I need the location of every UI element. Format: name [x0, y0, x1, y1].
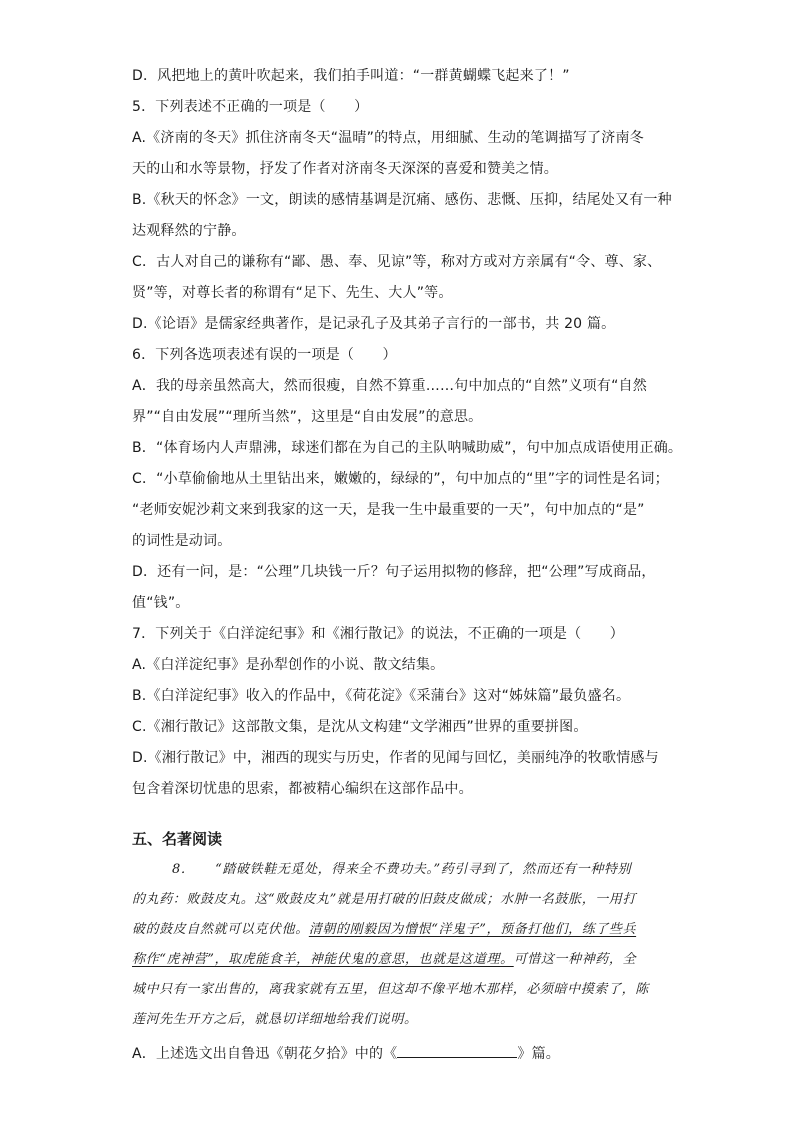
passage-line: 莲河先生开方之后，就恳切详细地给我们说明。 [132, 1012, 418, 1027]
question-stem: 7．下列关于《白洋淀纪事》和《湘行散记》的说法，不正确的一项是（ ） [132, 626, 624, 642]
option-line: A.《济南的冬天》抓住济南冬天“温晴”的特点，用细腻、生动的笔调描写了济南冬 [132, 130, 644, 146]
option-line: 界”“自由发展”“理所当然”，这里是“自由发展”的意思。 [132, 409, 483, 425]
option-line: C.《湘行散记》这部散文集，是沈从文构建“文学湘西”世界的重要拼图。 [132, 719, 588, 735]
option-line: 达观释然的宁静。 [132, 223, 246, 239]
question-stem: 5．下列表述不正确的一项是（ ） [132, 99, 369, 115]
option-line: “老师安妮沙莉文来到我家的这一天，是我一生中最重要的一天”，句中加点的“是” [132, 502, 645, 518]
option-line: 包含着深切忧患的思索，都被精心编织在这部作品中。 [132, 781, 473, 797]
question-suffix: 》篇。 [517, 1046, 560, 1062]
question-prefix: A．上述选文出自鲁迅《朝花夕拾》中的《 [132, 1046, 398, 1062]
passage-line [132, 950, 636, 970]
underlined-text: 清朝的刚毅因为憎恨“洋鬼子”，预备打他们，练了些兵 [308, 922, 637, 937]
option-line: B.《秋天的怀念》一文，朗读的感情基调是沉痛、感伤、悲慨、压抑，结尾处又有一种 [132, 192, 672, 208]
option-line: C．“小草偷偷地从土里钻出来，嫩嫩的，绿绿的”，句中加点的“里”字的词性是名词； [132, 471, 669, 487]
option-line: D.《湘行散记》中，湘西的现实与历史，作者的见闻与回忆，美丽纯净的牧歌情感与 [132, 750, 659, 766]
option-line: B．“体育场内人声鼎沸，球迷们都在为自己的主队呐喊助威”，句中加点成语使用正确。 [132, 440, 683, 456]
passage-line: 城中只有一家出售的，离我家就有五里，但这却不像平地木那样，必须暗中摸索了，陈 [132, 982, 649, 997]
answer-blank[interactable] [397, 1043, 517, 1058]
option-line: 天的山和水等景物，抒发了作者对济南冬天深深的喜爱和赞美之情。 [132, 161, 558, 177]
option-line: C．古人对自己的谦称有“鄙、愚、奉、见谅”等，称对方或对方亲属有“令、尊、家、 [132, 254, 662, 270]
passage-text: 可惜这一种神药，全 [513, 952, 637, 967]
passage-text: 破的鼓皮自然就可以克伏他。 [132, 922, 309, 937]
option-line: 的词性是动词。 [132, 533, 232, 549]
option-line: 贤”等，对尊长者的称谓有“足下、先生、大人”等。 [132, 285, 453, 301]
option-line: D.《论语》是儒家经典著作，是记录孔子及其弟子言行的一部书，共 20 篇。 [132, 316, 616, 332]
option-line: 值“钱”。 [132, 595, 190, 611]
passage-line: 8． “踏破铁鞋无觅处，得来全不费功夫。”药引寻到了，然而还有一种特别 [172, 862, 632, 877]
underlined-text: 称作“虎神营”，取虎能食羊，神能伏鬼的意思，也就是这道理。 [132, 952, 514, 967]
option-line: A．我的母亲虽然高大，然而很瘦，自然不算重……句中加点的“自然”义项有“自然 [132, 378, 647, 394]
section-title: 五、名著阅读 [132, 830, 223, 848]
option-line: D．风把地上的黄叶吹起来，我们拍手叫道：“一群黄蝴蝶飞起来了！” [132, 68, 570, 84]
passage-line: 的丸药：败鼓皮丸。这“败鼓皮丸”就是用打破的旧鼓皮做成；水肿一名鼓胀，一用打 [132, 892, 637, 907]
option-line: A.《白洋淀纪事》是孙犁创作的小说、散文结集。 [132, 657, 445, 673]
passage-line [132, 920, 636, 940]
question-stem: 6．下列各选项表述有误的一项是（ ） [132, 347, 397, 363]
question-line [132, 1043, 560, 1064]
option-line: D．还有一问，是：“公理”几块钱一斤？句子运用拟物的修辞，把“公理”写成商品， [132, 564, 656, 580]
option-line: B.《白洋淀纪事》收入的作品中，《荷花淀》《采蒲台》这对“姊妹篇”最负盛名。 [132, 688, 631, 704]
